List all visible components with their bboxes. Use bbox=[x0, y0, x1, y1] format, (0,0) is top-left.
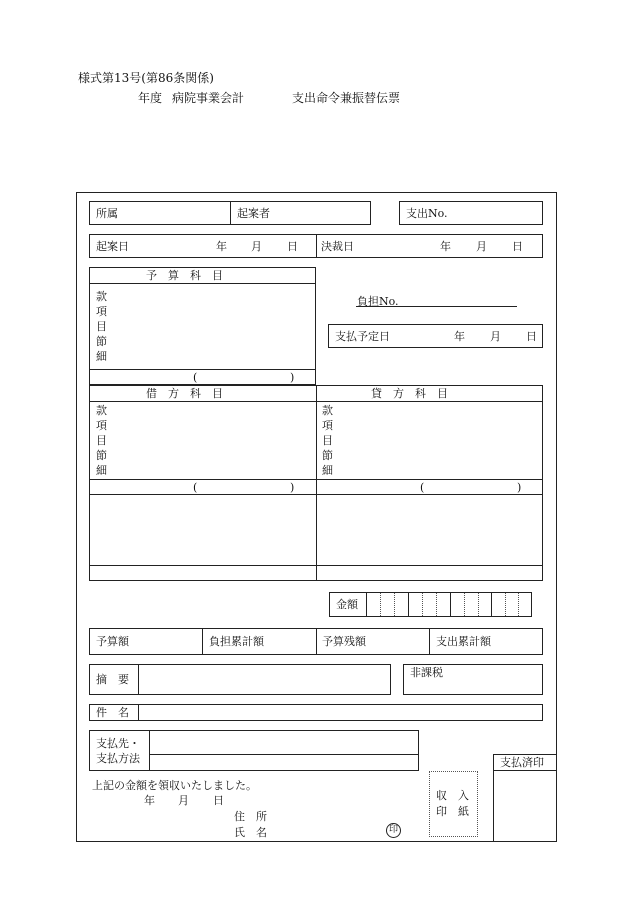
pay-no-label: 支出No. bbox=[406, 207, 448, 220]
summary-box bbox=[89, 664, 391, 695]
burden-total-label: 負担累計額 bbox=[209, 635, 264, 648]
amount-box bbox=[329, 592, 532, 617]
draft-day: 日 bbox=[287, 240, 298, 253]
credit-moku: 目 bbox=[322, 434, 333, 447]
credit-header: 貸 方 科 目 bbox=[371, 387, 448, 400]
decision-year: 年 bbox=[440, 240, 451, 253]
seal-mark: 印 bbox=[386, 823, 401, 838]
receipt-month: 月 bbox=[178, 794, 189, 807]
receipt-year: 年 bbox=[144, 794, 155, 807]
receipt-day: 日 bbox=[213, 794, 224, 807]
credit-setsu: 節 bbox=[322, 449, 333, 462]
fiscal-year-label: 年度 bbox=[138, 91, 163, 105]
debit-kan: 款 bbox=[96, 404, 107, 417]
debit-header: 借 方 科 目 bbox=[146, 387, 223, 400]
subject-box bbox=[89, 704, 543, 721]
budget-setsu: 節 bbox=[96, 335, 107, 348]
budget-paren-open: ( bbox=[193, 371, 198, 384]
budget-kou: 項 bbox=[96, 305, 107, 318]
draft-date-label: 起案日 bbox=[96, 240, 129, 253]
subject-label: 件 名 bbox=[96, 706, 129, 719]
budget-moku: 目 bbox=[96, 320, 107, 333]
debit-sai: 細 bbox=[96, 464, 107, 477]
budget-header: 予 算 科 目 bbox=[146, 269, 223, 282]
dept-label: 所属 bbox=[96, 207, 118, 220]
credit-kou: 項 bbox=[322, 419, 333, 432]
name-label: 氏 名 bbox=[234, 826, 267, 839]
budget-amount-label: 予算額 bbox=[96, 635, 129, 648]
credit-sai: 細 bbox=[322, 464, 333, 477]
budget-sai: 細 bbox=[96, 350, 107, 363]
credit-kan: 款 bbox=[322, 404, 333, 417]
budget-items-box bbox=[89, 267, 316, 385]
budget-kan: 款 bbox=[96, 290, 107, 303]
amount-label: 金額 bbox=[336, 598, 358, 611]
stamp-line2: 印 紙 bbox=[436, 805, 469, 818]
decision-month: 月 bbox=[476, 240, 487, 253]
pay-method-label: 支払方法 bbox=[96, 752, 140, 765]
summary-label: 摘 要 bbox=[96, 673, 129, 686]
stamp-line1: 収 入 bbox=[436, 789, 469, 802]
budget-remaining-label: 予算残額 bbox=[322, 635, 366, 648]
debit-paren-close: ) bbox=[290, 481, 295, 494]
pay-due-year: 年 bbox=[454, 330, 465, 343]
decision-date-label: 決裁日 bbox=[321, 240, 354, 253]
account-name: 病院事業会計 bbox=[172, 91, 245, 105]
debit-moku: 目 bbox=[96, 434, 107, 447]
receipt-text: 上記の金額を領収いたしました。 bbox=[92, 779, 257, 792]
decision-day: 日 bbox=[512, 240, 523, 253]
pay-due-label: 支払予定日 bbox=[335, 330, 390, 343]
credit-paren-open: ( bbox=[420, 481, 425, 494]
form-title: 支出命令兼振替伝票 bbox=[292, 91, 401, 105]
budget-paren-close: ) bbox=[290, 371, 295, 384]
tax-exempt-label: 非課税 bbox=[410, 666, 443, 679]
revenue-stamp-box bbox=[429, 771, 478, 837]
draft-month: 月 bbox=[251, 240, 262, 253]
draft-year: 年 bbox=[216, 240, 227, 253]
paid-stamp-label: 支払済印 bbox=[500, 756, 544, 769]
burden-no-label: 負担No. bbox=[357, 295, 399, 308]
expense-total-label: 支出累計額 bbox=[436, 635, 491, 648]
pay-due-day: 日 bbox=[526, 330, 537, 343]
credit-paren-close: ) bbox=[517, 481, 522, 494]
address-label: 住 所 bbox=[234, 810, 267, 823]
debit-kou: 項 bbox=[96, 419, 107, 432]
debit-setsu: 節 bbox=[96, 449, 107, 462]
payee-label: 支払先・ bbox=[96, 737, 140, 750]
debit-paren-open: ( bbox=[193, 481, 198, 494]
pay-due-month: 月 bbox=[490, 330, 501, 343]
drafter-label: 起案者 bbox=[237, 207, 270, 220]
form-number: 様式第13号(第86条関係) bbox=[78, 71, 214, 85]
